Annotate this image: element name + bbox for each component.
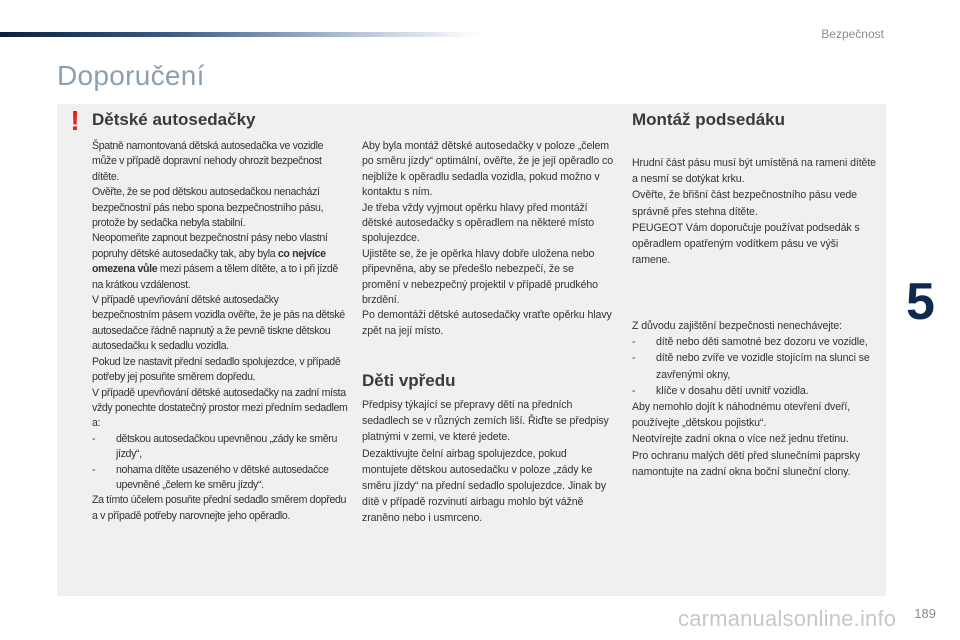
paragraph-text: Neopomeňte zapnout bezpečnostní pásy nebo vlastní popruhy dětské autosedačky tak, aby byla — [92, 232, 328, 260]
dash-mark: - — [632, 336, 636, 349]
header-bar — [0, 32, 480, 37]
page-number: 189 — [914, 606, 936, 621]
list-item-text: dětskou autosedačkou upevněnou „zády ke směru jízdy“, — [116, 432, 337, 461]
list-item — [632, 350, 878, 382]
watermark: carmanualsonline.info — [678, 606, 897, 631]
paragraph: Ověřte, že se pod dětskou autosedačkou nenachází bezpečnostní pás nebo spona bezpečnostního pásu, protože by sedačka nebyla stabilní. — [92, 186, 324, 230]
paragraph: Předpisy týkající se přepravy dětí na předních sedadlech se v různých zemích liší. Řiďte se předpisy platnými v zemi, ve které jedete. — [362, 399, 609, 444]
paragraph: Za tímto účelem posuňte přední sedadlo směrem dopředu a v případě potřeby narovnejte jeho opěradlo. — [92, 494, 347, 522]
paragraph: Z důvodu zajištění bezpečnosti nenechávejte: — [632, 320, 842, 332]
paragraph: V případě upevňování dětské autosedačky na zadní místa vždy ponechte dostatečný prostor mezi předním sedadlem a: — [92, 386, 348, 430]
child-seats-column-1 — [92, 139, 348, 524]
paragraph — [92, 231, 348, 293]
paragraph: Hrudní část pásu musí být umístěná na rameni dítěte a nesmí se dotýkat krku. — [632, 157, 876, 186]
paragraph: Pro ochranu malých dětí před slunečními paprsky namontujte na zadní okna boční sluneční clony. — [632, 449, 860, 478]
paragraph: Neotvírejte zadní okna o více než jednu třetinu. — [632, 433, 849, 446]
paragraph: Je třeba vždy vyjmout opěrku hlavy před montáží dětské autosedačky s opěradlem na některé místo spolujezdce. — [362, 201, 595, 245]
paragraph: Ověřte, že břišní část bezpečnostního pásu vede správně přes stehna dítěte. — [632, 189, 857, 218]
list-item-text: nohama dítěte usazeného v dětské autosedačce upevněné „čelem ke směru jízdy“. — [116, 463, 329, 491]
dash-mark: - — [632, 384, 636, 397]
child-seats-column-2 — [362, 139, 614, 339]
warning-icon: ! — [70, 105, 80, 136]
paragraph: Dezaktivujte čelní airbag spolujezdce, pokud montujete dětskou autosedačku v poloze „zády ke směru jízdy“ na přední sedadlo spolujezdce. Jinak by dítě v případě rozvinutí airbagu mohlo být vážně zraněno nebo i usmrceno. — [362, 447, 606, 525]
paragraph: Po demontáži dětské autosedačky vraťte opěrku hlavy zpět na její místo. — [362, 309, 612, 337]
list-item-text: klíče v dosahu dětí uvnitř vozidla. — [656, 384, 809, 397]
front-children-text — [362, 397, 614, 527]
heading-booster: Montáž podsedáku — [632, 110, 786, 129]
list-item-text: dítě nebo zvíře ve vozidle stojícím na slunci se zavřenými okny, — [656, 352, 870, 381]
list-item — [632, 383, 878, 399]
booster-text — [632, 155, 878, 268]
heading-child-seats: Dětské autosedačky — [92, 110, 256, 129]
chapter-number: 5 — [906, 273, 935, 331]
dash-mark: - — [92, 463, 96, 476]
heading-front-children: Děti vpředu — [362, 371, 456, 390]
paragraph: Špatně namontovaná dětská autosedačka ve vozidle může v případě dopravní nehody ohrozit bezpečnost dítěte. — [92, 140, 324, 183]
list-item — [92, 463, 348, 494]
list-item — [92, 432, 348, 463]
list-item-text: dítě nebo děti samotné bez dozoru ve vozidle, — [656, 336, 868, 349]
section-title: Bezpečnost — [821, 27, 884, 41]
dash-mark: - — [632, 352, 636, 365]
paragraph-text: mezi pásem a tělem dítěte, a to i při jízdě na krátkou vzdálenost. — [92, 263, 338, 291]
paragraph: Aby byla montáž dětské autosedačky v poloze „čelem po směru jízdy“ optimální, ověřte, že je její opěradlo co nejblíže k opěradlu sedadla vozidla, pokud možno v kontaktu s ním. — [362, 140, 614, 199]
paragraph: V případě upevňování dětské autosedačky bezpečnostním pásem vozidla ověřte, že je pás na dětské autosedačce řádně napnutý a že pevně tiskne dětskou autosedačku k sedadlu vozidla. — [92, 294, 345, 353]
paragraph: Aby nemohlo dojít k náhodnému otevření dveří, používejte „dětskou pojistku“. — [632, 401, 851, 430]
paragraph: PEUGEOT Vám doporučuje používat podsedák s opěradlem opatřeným vodítkem pásu ve výši ramene. — [632, 221, 860, 267]
page-title: Doporučení — [57, 60, 205, 91]
paragraph: Ujistěte se, že je opěrka hlavy dobře uložena nebo připevněna, aby se předešlo nebezpečí, že se promění v nebezpečný projektil v případě prudkého brzdění. — [362, 247, 598, 307]
dash-mark: - — [92, 432, 96, 445]
list-item — [632, 334, 878, 350]
paragraph: Pokud lze nastavit přední sedadlo spolujezdce, v případě potřeby jej posuňte směrem dopředu. — [92, 355, 341, 384]
safety-text — [632, 318, 878, 480]
paragraph-emphasis: co nejvíce omezena vůle — [92, 247, 326, 276]
